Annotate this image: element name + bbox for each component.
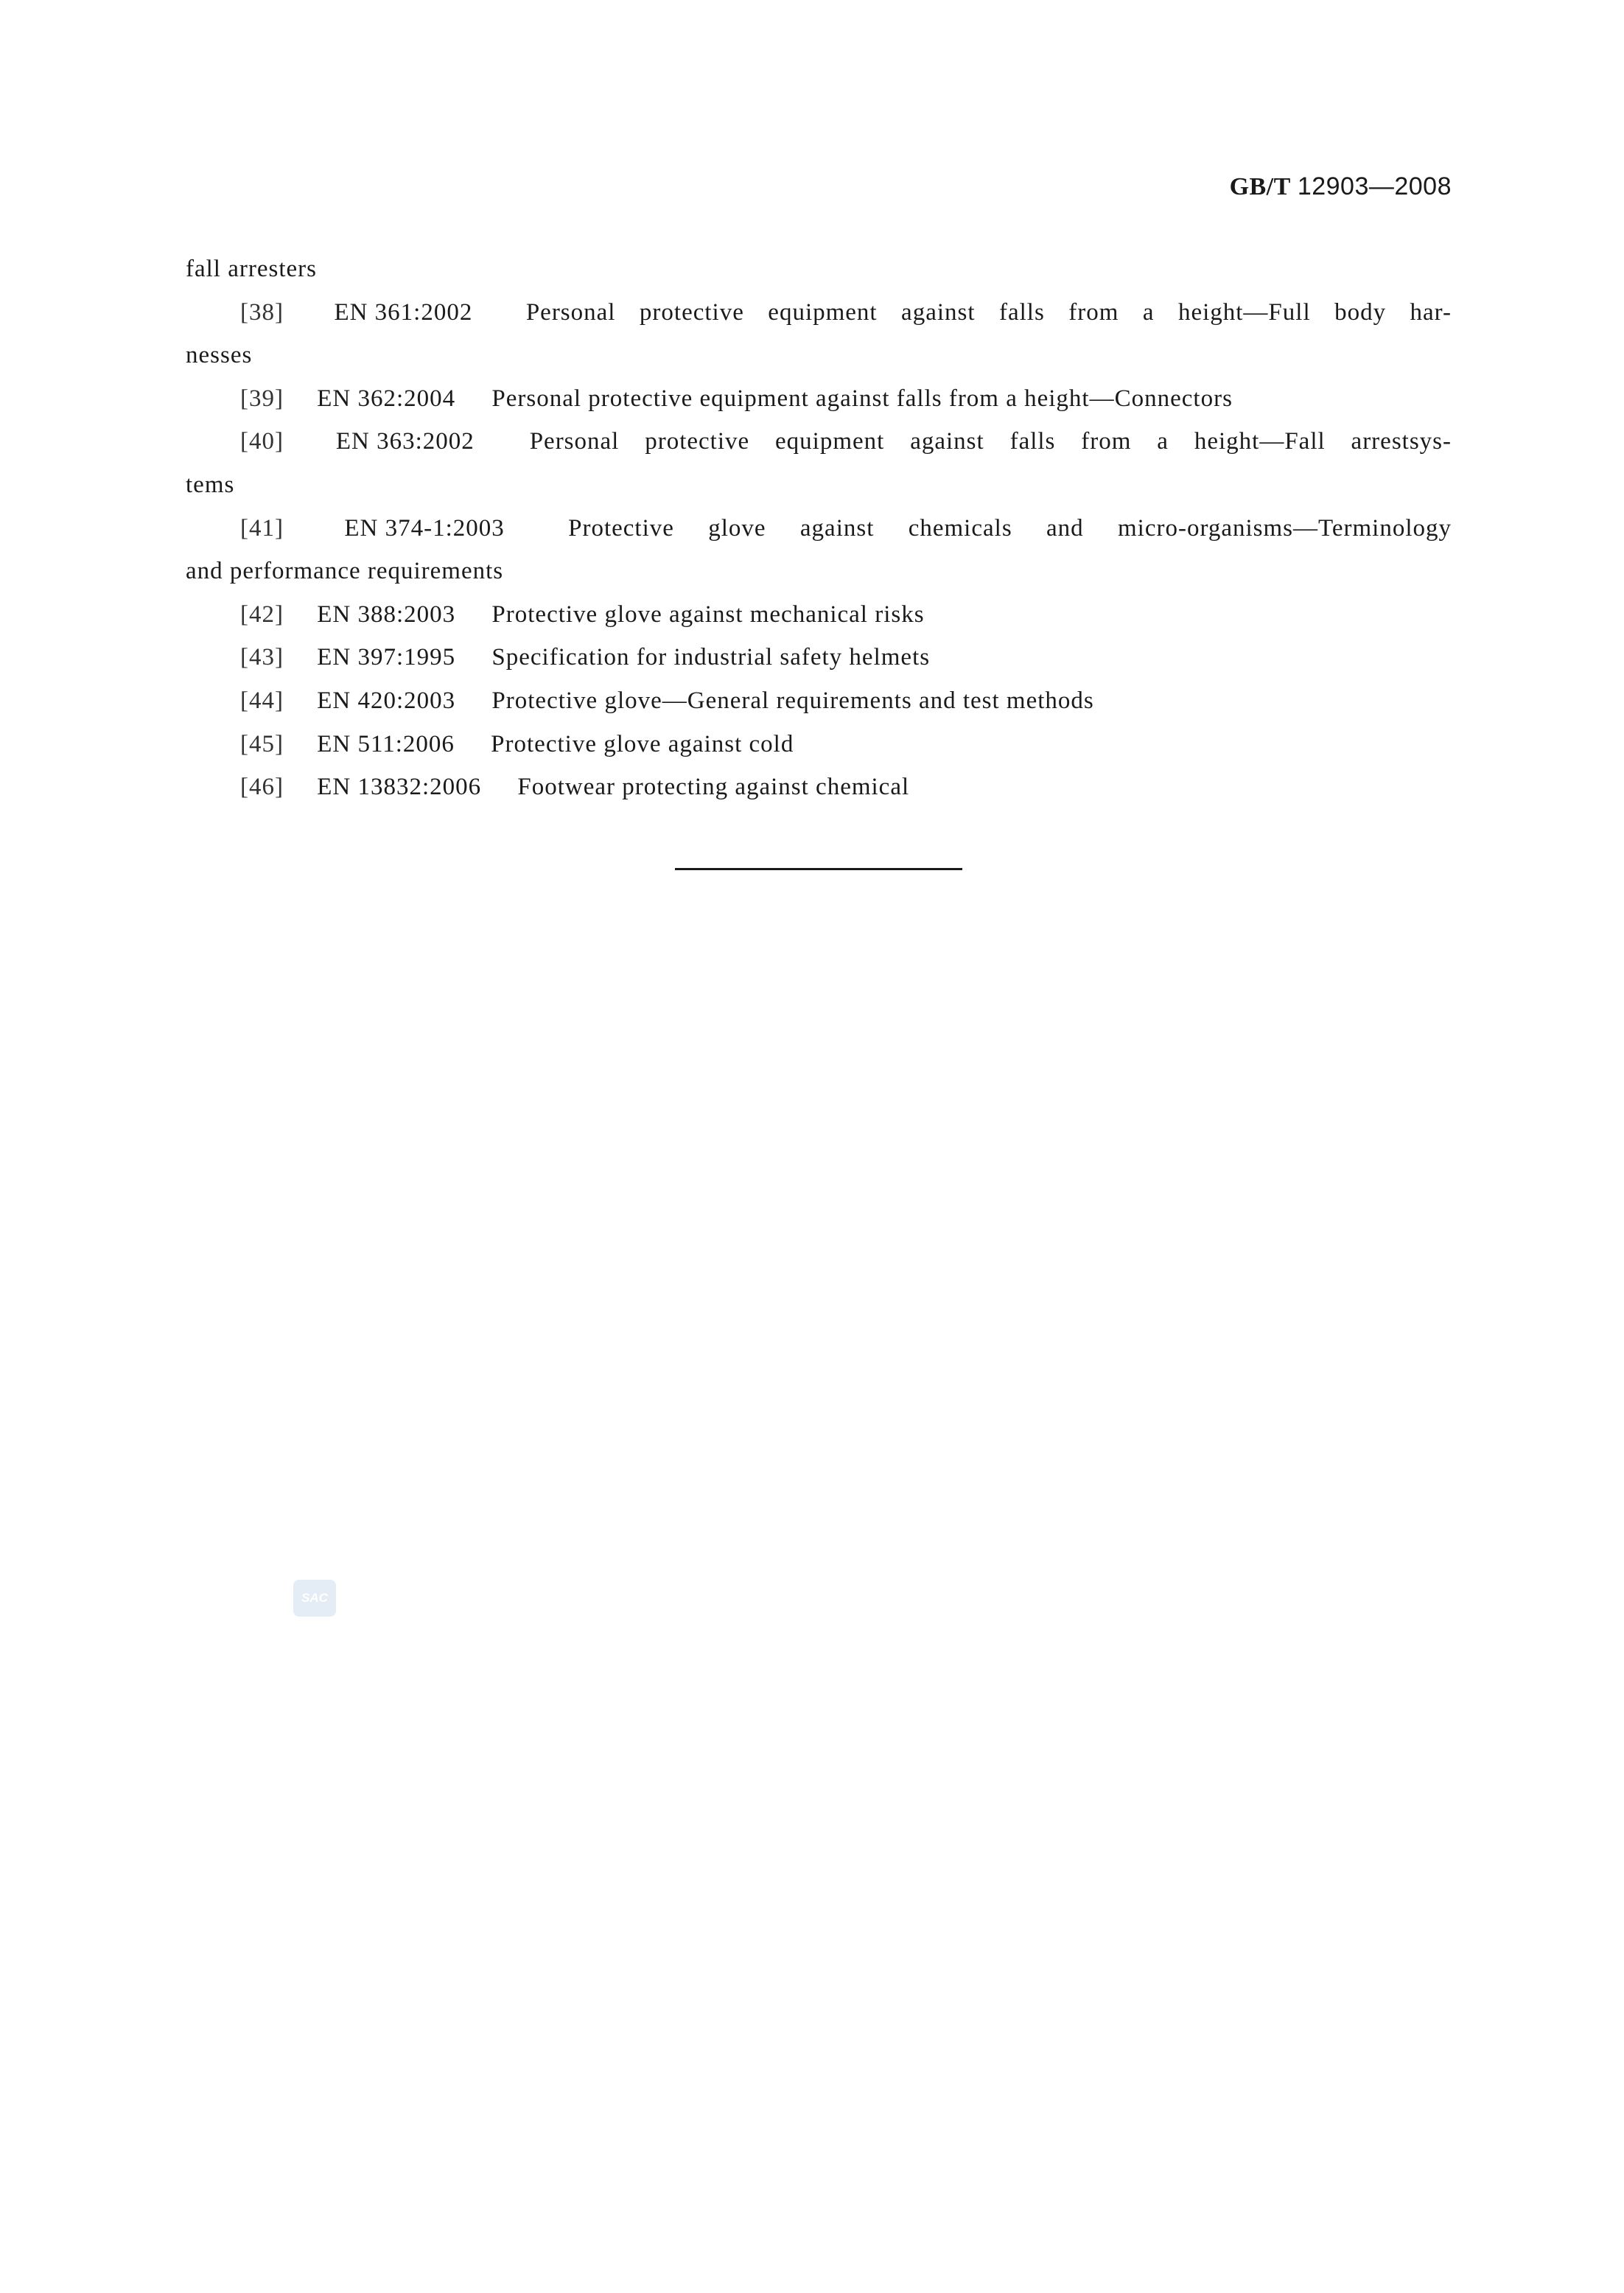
reference-number: [38]	[240, 298, 284, 326]
reference-number: [43]	[240, 644, 284, 671]
reference-title: Protective glove against cold	[491, 730, 794, 757]
reference-number: [39]	[240, 385, 284, 412]
reference-code: EN 397:1995	[317, 644, 456, 671]
continuation-text: nesses	[186, 342, 253, 369]
reference-number: [46]	[240, 774, 284, 801]
reference-entry-39	[186, 377, 1452, 421]
reference-title: Protective glove against chemicals and micro-organisms—Terminology	[568, 514, 1452, 542]
reference-title: Personal protective equipment against falls from a height—Fall arrestsys-	[529, 428, 1452, 455]
standard-number: 12903—2008	[1297, 172, 1452, 200]
reference-entry-43	[186, 636, 1452, 679]
reference-number: [45]	[240, 730, 284, 757]
reference-entry-46	[186, 766, 1452, 809]
reference-code: EN 374-1:2003	[344, 514, 505, 542]
reference-entry-45	[186, 723, 1452, 766]
reference-title: Protective glove against mechanical risks	[491, 601, 925, 628]
reference-title: Specification for industrial safety helmets	[491, 644, 931, 671]
continuation-text: fall arresters	[186, 256, 317, 282]
reference-code: EN 13832:2006	[317, 774, 482, 801]
reference-title: Protective glove—General requirements and test methods	[491, 687, 1094, 714]
reference-continuation-line	[186, 334, 1452, 377]
reference-number: [40]	[240, 428, 284, 455]
end-of-document-rule	[675, 868, 962, 870]
watermark-text: SAC	[301, 1591, 328, 1605]
reference-entry-44	[186, 679, 1452, 723]
reference-continuation-line	[186, 248, 1452, 291]
reference-number: [42]	[240, 601, 284, 628]
reference-entry-42	[186, 593, 1452, 637]
reference-title: Personal protective equipment against falls from a height—Connectors	[491, 385, 1233, 412]
reference-code: EN 511:2006	[317, 730, 455, 757]
reference-code: EN 388:2003	[317, 601, 456, 628]
reference-entry-40	[186, 420, 1452, 463]
continuation-text: tems	[186, 471, 235, 498]
reference-code: EN 420:2003	[317, 687, 456, 714]
sac-watermark-logo	[293, 1580, 336, 1617]
reference-entry-38	[186, 291, 1452, 335]
continuation-text: and performance requirements	[186, 558, 504, 585]
reference-code: EN 362:2004	[317, 385, 456, 412]
standard-number-header	[1230, 172, 1452, 201]
reference-code: EN 363:2002	[335, 428, 475, 455]
bibliography-list	[186, 248, 1452, 809]
reference-continuation-line	[186, 550, 1452, 593]
reference-title: Footwear protecting against chemical	[517, 774, 910, 801]
reference-number: [44]	[240, 687, 284, 714]
reference-entry-41	[186, 507, 1452, 550]
reference-number: [41]	[240, 514, 284, 542]
reference-code: EN 361:2002	[334, 298, 473, 326]
standard-prefix: GB/T	[1229, 173, 1291, 200]
reference-title: Personal protective equipment against falls from a height—Full body har-	[525, 298, 1452, 326]
reference-continuation-line	[186, 463, 1452, 507]
